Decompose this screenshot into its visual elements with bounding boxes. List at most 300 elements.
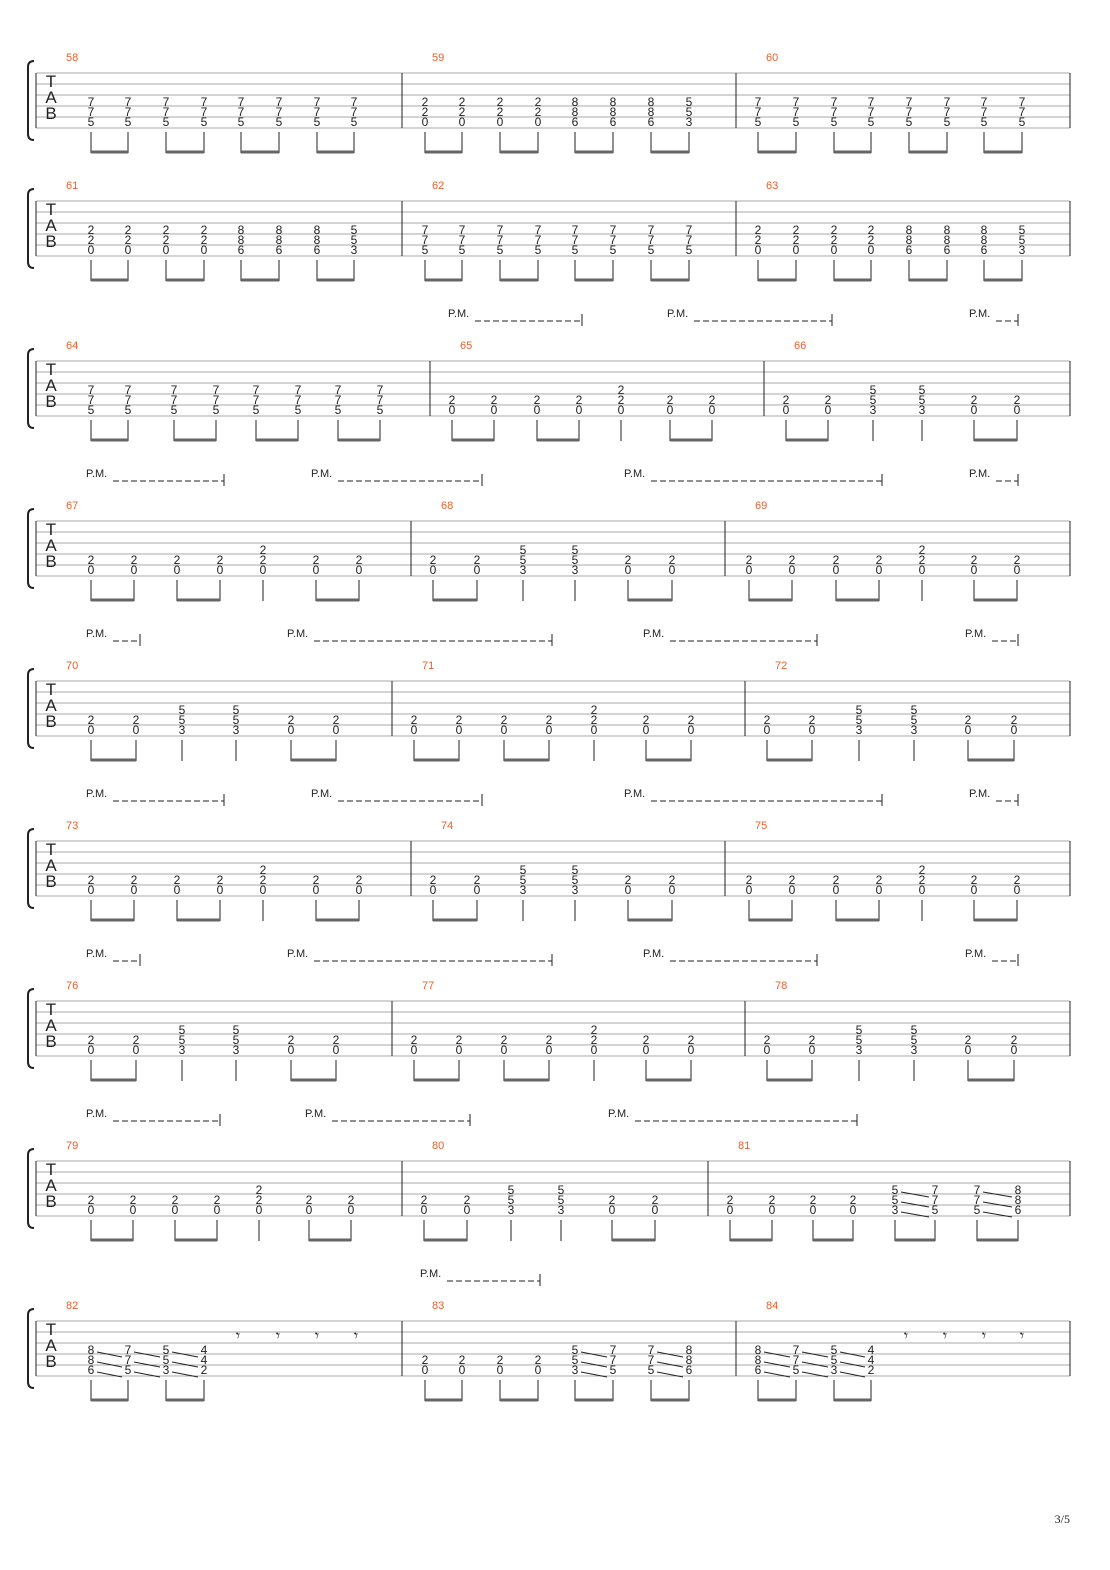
fret-number: 0 xyxy=(918,563,926,577)
fret-number: 3 xyxy=(519,883,527,897)
fret-number: 2 xyxy=(129,1193,137,1207)
fret-number: 5 xyxy=(943,115,951,129)
fret-number: 5 xyxy=(571,873,579,887)
fret-number: 8 xyxy=(980,233,988,247)
fret-number: 2 xyxy=(830,223,838,237)
measure-number: 72 xyxy=(775,660,788,672)
tab-clef-letter: T xyxy=(45,520,57,539)
fret-number: 3 xyxy=(571,883,579,897)
fret-number: 3 xyxy=(918,403,926,417)
fret-number: 0 xyxy=(130,883,138,897)
fret-number: 2 xyxy=(130,873,138,887)
fret-number: 2 xyxy=(545,1033,553,1047)
measure xyxy=(764,660,1018,761)
tab-clef-letter: B xyxy=(45,392,57,411)
palm-mute-label: P.M. xyxy=(965,628,987,640)
fret-number: 0 xyxy=(534,1363,542,1377)
fret-number: 8 xyxy=(943,223,951,237)
fret-number: 2 xyxy=(608,1193,616,1207)
fret-number: 7 xyxy=(973,1183,981,1197)
measure xyxy=(764,980,1018,1081)
measure xyxy=(66,1140,355,1241)
fret-number: 6 xyxy=(905,243,913,257)
fret-number: 3 xyxy=(855,1043,863,1057)
fret-number: 5 xyxy=(162,1353,170,1367)
fret-number: 8 xyxy=(685,1353,693,1367)
fret-number: 2 xyxy=(255,1183,263,1197)
fret-number: 0 xyxy=(687,723,695,737)
fret-number: 7 xyxy=(124,383,132,397)
fret-number: 5 xyxy=(178,1033,186,1047)
fret-number: 2 xyxy=(875,553,883,567)
fret-number: 7 xyxy=(87,383,95,397)
tab-clef-letter: T xyxy=(45,1000,57,1019)
fret-number: 2 xyxy=(463,1193,471,1207)
measure xyxy=(755,180,1026,281)
fret-number: 7 xyxy=(980,105,988,119)
tab-system xyxy=(28,308,1070,441)
fret-number: 0 xyxy=(173,563,181,577)
fret-number: 0 xyxy=(312,563,320,577)
fret-number: 2 xyxy=(1013,553,1021,567)
fret-number: 0 xyxy=(87,723,95,737)
measure xyxy=(783,340,1021,441)
fret-number: 0 xyxy=(496,1363,504,1377)
measure xyxy=(430,820,676,921)
tab-clef-letter: T xyxy=(45,680,57,699)
fret-number: 5 xyxy=(830,1353,838,1367)
fret-number: 2 xyxy=(162,223,170,237)
fret-number: 2 xyxy=(130,553,138,567)
fret-number: 0 xyxy=(832,883,840,897)
fret-number: 5 xyxy=(87,403,95,417)
measure xyxy=(411,980,695,1081)
fret-number: 2 xyxy=(824,393,832,407)
fret-number: 0 xyxy=(129,1203,137,1217)
fret-number: 0 xyxy=(808,723,816,737)
palm-mute-label: P.M. xyxy=(86,788,108,800)
fret-number: 2 xyxy=(332,713,340,727)
fret-number: 2 xyxy=(617,393,625,407)
fret-number: 7 xyxy=(87,95,95,109)
fret-number: 5 xyxy=(232,1033,240,1047)
fret-number: 7 xyxy=(421,233,429,247)
measure xyxy=(66,340,384,441)
fret-number: 0 xyxy=(421,115,429,129)
tab-system xyxy=(28,468,1070,601)
fret-number: 3 xyxy=(519,563,527,577)
fret-number: 2 xyxy=(421,105,429,119)
fret-number: 2 xyxy=(420,1193,428,1207)
fret-number: 6 xyxy=(1014,1203,1022,1217)
eighth-rest: 𝄾 xyxy=(235,1328,241,1345)
fret-number: 5 xyxy=(855,1033,863,1047)
fret-number: 5 xyxy=(910,1023,918,1037)
fret-number: 2 xyxy=(355,553,363,567)
fret-number: 0 xyxy=(355,563,363,577)
fret-number: 0 xyxy=(788,563,796,577)
fret-number: 7 xyxy=(754,105,762,119)
fret-number: 2 xyxy=(590,1033,598,1047)
fret-number: 0 xyxy=(745,563,753,577)
fret-number: 5 xyxy=(830,115,838,129)
fret-number: 5 xyxy=(124,1363,132,1377)
fret-number: 0 xyxy=(768,1203,776,1217)
measure-number: 67 xyxy=(66,500,79,512)
fret-number: 5 xyxy=(275,115,283,129)
fret-number: 7 xyxy=(685,223,693,237)
measure-number: 84 xyxy=(766,1300,779,1312)
fret-number: 2 xyxy=(867,1363,875,1377)
fret-number: 7 xyxy=(162,95,170,109)
fret-number: 0 xyxy=(970,403,978,417)
fret-number: 2 xyxy=(534,105,542,119)
fret-number: 6 xyxy=(571,115,579,129)
fret-number: 2 xyxy=(970,873,978,887)
fret-number: 2 xyxy=(162,233,170,247)
fret-number: 0 xyxy=(216,883,224,897)
fret-number: 7 xyxy=(609,1343,617,1357)
fret-number: 2 xyxy=(745,873,753,887)
palm-mute-label: P.M. xyxy=(624,468,646,480)
fret-number: 7 xyxy=(237,105,245,119)
fret-number: 0 xyxy=(132,1043,140,1057)
fret-number: 0 xyxy=(824,403,832,417)
fret-number: 5 xyxy=(571,1343,579,1357)
fret-number: 2 xyxy=(867,223,875,237)
measure xyxy=(422,180,693,281)
fret-number: 2 xyxy=(1013,393,1021,407)
palm-mute-label: P.M. xyxy=(448,308,470,320)
fret-number: 7 xyxy=(609,233,617,247)
system-bracket xyxy=(28,189,34,268)
eighth-rest: 𝄾 xyxy=(942,1328,948,1345)
fret-number: 2 xyxy=(964,713,972,727)
fret-number: 7 xyxy=(571,233,579,247)
system-bracket xyxy=(28,829,34,908)
fret-number: 0 xyxy=(763,723,771,737)
fret-number: 8 xyxy=(275,233,283,247)
fret-number: 2 xyxy=(490,393,498,407)
fret-number: 2 xyxy=(455,713,463,727)
fret-number: 5 xyxy=(421,243,429,257)
fret-number: 0 xyxy=(763,1043,771,1057)
fret-number: 7 xyxy=(496,223,504,237)
fret-number: 0 xyxy=(216,563,224,577)
fret-number: 2 xyxy=(849,1193,857,1207)
palm-mute-label: P.M. xyxy=(86,628,108,640)
fret-number: 2 xyxy=(473,553,481,567)
fret-number: 2 xyxy=(642,713,650,727)
fret-number: 2 xyxy=(500,713,508,727)
fret-number: 7 xyxy=(212,393,220,407)
palm-mute-label: P.M. xyxy=(667,308,689,320)
fret-number: 8 xyxy=(685,1343,693,1357)
fret-number: 0 xyxy=(1010,1043,1018,1057)
fret-number: 2 xyxy=(754,223,762,237)
measure-number: 64 xyxy=(66,340,79,352)
fret-number: 2 xyxy=(332,1033,340,1047)
fret-number: 8 xyxy=(754,1343,762,1357)
fret-number: 3 xyxy=(1018,243,1026,257)
fret-number: 2 xyxy=(173,873,181,887)
fret-number: 5 xyxy=(178,713,186,727)
fret-number: 7 xyxy=(867,95,875,109)
fret-number: 7 xyxy=(124,393,132,407)
fret-number: 7 xyxy=(350,95,358,109)
fret-number: 5 xyxy=(237,115,245,129)
fret-number: 0 xyxy=(575,403,583,417)
fret-number: 0 xyxy=(410,1043,418,1057)
tab-clef-letter: T xyxy=(45,840,57,859)
fret-number: 0 xyxy=(259,883,267,897)
measure-number: 82 xyxy=(66,1300,79,1312)
fret-number: 4 xyxy=(200,1353,208,1367)
measure-number: 70 xyxy=(66,660,79,672)
measure xyxy=(430,500,676,601)
fret-number: 0 xyxy=(490,403,498,417)
fret-number: 2 xyxy=(918,553,926,567)
fret-number: 0 xyxy=(455,723,463,737)
measure-number: 77 xyxy=(422,980,435,992)
fret-number: 0 xyxy=(213,1203,221,1217)
fret-number: 7 xyxy=(534,233,542,247)
fret-number: 2 xyxy=(687,1033,695,1047)
fret-number: 7 xyxy=(350,105,358,119)
fret-number: 2 xyxy=(173,553,181,567)
fret-number: 2 xyxy=(200,1363,208,1377)
fret-number: 7 xyxy=(294,383,302,397)
fret-number: 2 xyxy=(590,1023,598,1037)
fret-number: 2 xyxy=(410,1033,418,1047)
fret-number: 2 xyxy=(500,1033,508,1047)
fret-number: 5 xyxy=(334,403,342,417)
fret-number: 5 xyxy=(910,713,918,727)
measure xyxy=(755,1300,1024,1401)
fret-number: 2 xyxy=(918,873,926,887)
fret-number: 3 xyxy=(869,403,877,417)
fret-number: 5 xyxy=(1018,233,1026,247)
fret-number: 6 xyxy=(275,243,283,257)
fret-number: 0 xyxy=(788,883,796,897)
fret-number: 2 xyxy=(666,393,674,407)
fret-number: 5 xyxy=(313,115,321,129)
fret-number: 5 xyxy=(869,383,877,397)
fret-number: 3 xyxy=(507,1203,515,1217)
fret-number: 7 xyxy=(1018,105,1026,119)
fret-number: 0 xyxy=(666,403,674,417)
fret-number: 7 xyxy=(124,95,132,109)
palm-mute-label: P.M. xyxy=(86,1108,108,1120)
fret-number: 7 xyxy=(867,105,875,119)
fret-number: 2 xyxy=(1010,1033,1018,1047)
fret-number: 6 xyxy=(685,1363,693,1377)
measure xyxy=(727,1140,1022,1241)
measure xyxy=(746,500,1021,601)
fret-number: 0 xyxy=(173,883,181,897)
measure xyxy=(66,660,340,761)
fret-number: 5 xyxy=(252,403,260,417)
fret-number: 8 xyxy=(87,1343,95,1357)
fret-number: 3 xyxy=(685,115,693,129)
fret-number: 2 xyxy=(875,873,883,887)
fret-number: 5 xyxy=(571,543,579,557)
system-bracket xyxy=(28,1309,34,1388)
fret-number: 3 xyxy=(571,1363,579,1377)
fret-number: 5 xyxy=(124,115,132,129)
fret-number: 2 xyxy=(458,1353,466,1367)
fret-number: 5 xyxy=(571,1353,579,1367)
fret-number: 3 xyxy=(350,243,358,257)
measure-number: 79 xyxy=(66,1140,79,1152)
measure-number: 76 xyxy=(66,980,79,992)
fret-number: 3 xyxy=(232,723,240,737)
fret-number: 2 xyxy=(763,1033,771,1047)
measure xyxy=(66,52,358,153)
fret-number: 7 xyxy=(1018,95,1026,109)
tab-clef-letter: A xyxy=(45,216,57,235)
fret-number: 0 xyxy=(1013,403,1021,417)
palm-mute-label: P.M. xyxy=(608,1108,630,1120)
fret-number: 2 xyxy=(87,233,95,247)
fret-number: 0 xyxy=(624,563,632,577)
fret-number: 2 xyxy=(87,873,95,887)
fret-number: 0 xyxy=(496,115,504,129)
fret-number: 5 xyxy=(294,403,302,417)
fret-number: 0 xyxy=(745,883,753,897)
tab-system xyxy=(28,628,1070,761)
measure-number: 73 xyxy=(66,820,79,832)
fret-number: 0 xyxy=(355,883,363,897)
fret-number: 8 xyxy=(980,223,988,237)
measure xyxy=(411,660,695,761)
fret-number: 2 xyxy=(421,95,429,109)
tab-clef-letter: T xyxy=(45,72,57,91)
fret-number: 8 xyxy=(275,223,283,237)
fret-number: 2 xyxy=(124,223,132,237)
fret-number: 2 xyxy=(808,713,816,727)
fret-number: 2 xyxy=(87,223,95,237)
fret-number: 0 xyxy=(875,883,883,897)
fret-number: 2 xyxy=(832,873,840,887)
fret-number: 0 xyxy=(87,243,95,257)
eighth-rest: 𝄾 xyxy=(314,1328,320,1345)
fret-number: 6 xyxy=(943,243,951,257)
fret-number: 2 xyxy=(624,873,632,887)
fret-number: 0 xyxy=(287,1043,295,1057)
eighth-rest: 𝄾 xyxy=(353,1328,359,1345)
fret-number: 2 xyxy=(448,393,456,407)
fret-number: 3 xyxy=(557,1203,565,1217)
fret-number: 7 xyxy=(973,1193,981,1207)
fret-number: 2 xyxy=(87,1033,95,1047)
system-bracket xyxy=(28,669,34,748)
fret-number: 2 xyxy=(312,553,320,567)
fret-number: 5 xyxy=(87,115,95,129)
fret-number: 5 xyxy=(571,243,579,257)
fret-number: 2 xyxy=(259,543,267,557)
fret-number: 0 xyxy=(347,1203,355,1217)
fret-number: 7 xyxy=(170,393,178,407)
fret-number: 5 xyxy=(980,115,988,129)
fret-number: 0 xyxy=(171,1203,179,1217)
fret-number: 5 xyxy=(162,1343,170,1357)
fret-number: 2 xyxy=(410,713,418,727)
tab-clef-letter: A xyxy=(45,696,57,715)
fret-number: 5 xyxy=(519,553,527,567)
palm-mute-label: P.M. xyxy=(86,948,108,960)
fret-number: 5 xyxy=(647,1363,655,1377)
fret-number: 5 xyxy=(891,1183,899,1197)
fret-number: 8 xyxy=(754,1353,762,1367)
fret-number: 0 xyxy=(875,563,883,577)
fret-number: 2 xyxy=(458,105,466,119)
measure xyxy=(422,1300,693,1401)
fret-number: 6 xyxy=(313,243,321,257)
fret-number: 5 xyxy=(124,403,132,417)
fret-number: 3 xyxy=(910,723,918,737)
fret-number: 7 xyxy=(609,223,617,237)
fret-number: 2 xyxy=(590,713,598,727)
fret-number: 2 xyxy=(782,393,790,407)
fret-number: 7 xyxy=(200,95,208,109)
fret-number: 0 xyxy=(458,1363,466,1377)
fret-number: 2 xyxy=(216,873,224,887)
system-bracket xyxy=(28,509,34,588)
fret-number: 4 xyxy=(867,1343,875,1357)
fret-number: 5 xyxy=(571,863,579,877)
fret-number: 6 xyxy=(647,115,655,129)
tab-system xyxy=(28,948,1070,1081)
fret-number: 0 xyxy=(726,1203,734,1217)
fret-number: 0 xyxy=(830,243,838,257)
fret-number: 7 xyxy=(647,1343,655,1357)
fret-number: 7 xyxy=(275,95,283,109)
fret-number: 8 xyxy=(905,233,913,247)
fret-number: 0 xyxy=(590,1043,598,1057)
measure-number: 60 xyxy=(766,52,779,64)
fret-number: 8 xyxy=(609,95,617,109)
fret-number: 0 xyxy=(624,883,632,897)
fret-number: 0 xyxy=(808,1043,816,1057)
fret-number: 8 xyxy=(905,223,913,237)
fret-number: 2 xyxy=(808,1033,816,1047)
tab-clef-letter: T xyxy=(45,1160,57,1179)
fret-number: 2 xyxy=(216,553,224,567)
fret-number: 2 xyxy=(708,393,716,407)
fret-number: 2 xyxy=(312,873,320,887)
measure-number: 81 xyxy=(738,1140,751,1152)
fret-number: 5 xyxy=(212,403,220,417)
measure-number: 75 xyxy=(755,820,768,832)
fret-number: 0 xyxy=(970,563,978,577)
fret-number: 7 xyxy=(376,383,384,397)
fret-number: 5 xyxy=(855,713,863,727)
tab-clef-letter: B xyxy=(45,872,57,891)
fret-number: 0 xyxy=(87,1203,95,1217)
fret-number: 2 xyxy=(726,1193,734,1207)
fret-number: 2 xyxy=(534,1353,542,1367)
measure-number: 68 xyxy=(441,500,454,512)
measure-number: 63 xyxy=(766,180,779,192)
fret-number: 7 xyxy=(252,383,260,397)
palm-mute-label: P.M. xyxy=(965,948,987,960)
measure-number: 83 xyxy=(432,1300,445,1312)
fret-number: 2 xyxy=(533,393,541,407)
fret-number: 7 xyxy=(334,393,342,407)
fret-number: 2 xyxy=(305,1193,313,1207)
fret-number: 2 xyxy=(668,873,676,887)
